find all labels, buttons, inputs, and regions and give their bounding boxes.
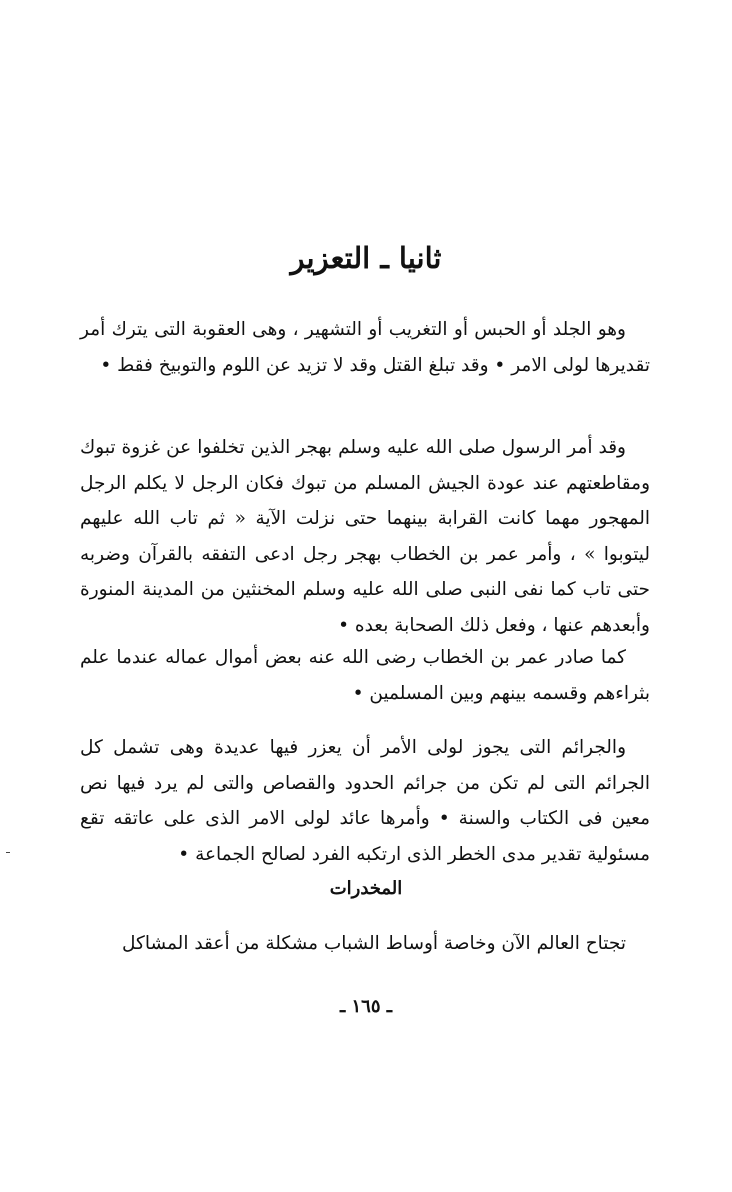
paragraph-block-1 <box>80 312 650 383</box>
paragraph-block-3 <box>80 640 650 711</box>
margin-mark <box>6 852 10 853</box>
paragraph-block-5 <box>80 926 650 962</box>
section-subtitle: المخدرات <box>329 878 403 899</box>
paragraph: والجرائم التى يجوز لولى الأمر أن يعزر فيها عديدة وهى تشمل كل الجرائم التى لم تكن من جرائم الحدود والقصاص والتى لم يرد فيها نص معين فى الكتاب والسنة • وأمرها عائد لولى الامر الذى على عاتقه تقع مسئولية تقدير مدى الخطر الذى ارتكبه الفرد لصالح الجماعة • <box>80 737 650 865</box>
paragraph: تجتاح العالم الآن وخاصة أوساط الشباب مشكلة من أعقد المشاكل <box>122 933 626 954</box>
paragraph: وهو الجلد أو الحبس أو التغريب أو التشهير ، وهى العقوبة التى يترك أمر تقديرها لولى الامر • وقد تبلغ القتل وقد لا تزيد عن اللوم والتوبيخ فقط • <box>80 319 650 376</box>
paragraph: وقد أمر الرسول صلى الله عليه وسلم بهجر الذين تخلفوا عن غزوة تبوك ومقاطعتهم عند عودة الجيش المسلم من تبوك فكان الرجل لا يكلم الرجل المهجور مهما كانت القرابة بينهما حتى نزلت الآية « ثم تاب الله عليهم ليتوبوا » ، وأمر عمر بن الخطاب بهجر رجل ادعى التفقه بالقرآن وضربه حتى تاب كما نفى النبى صلى الله عليه وسلم المخنثين من المدينة المنورة وأبعدهم عنها ، وفعل ذلك الصحابة بعده • <box>80 437 650 636</box>
paragraph-block-4 <box>80 730 650 872</box>
page-number: ـ ١٦٥ ـ <box>339 996 393 1017</box>
page-title: ثانيا ـ التعزير <box>290 241 442 275</box>
paragraph: كما صادر عمر بن الخطاب رضى الله عنه بعض أموال عماله عندما علم بثراءهم وقسمه بينهم وبين المسلمين • <box>80 647 650 704</box>
paragraph-block-2 <box>80 430 650 643</box>
